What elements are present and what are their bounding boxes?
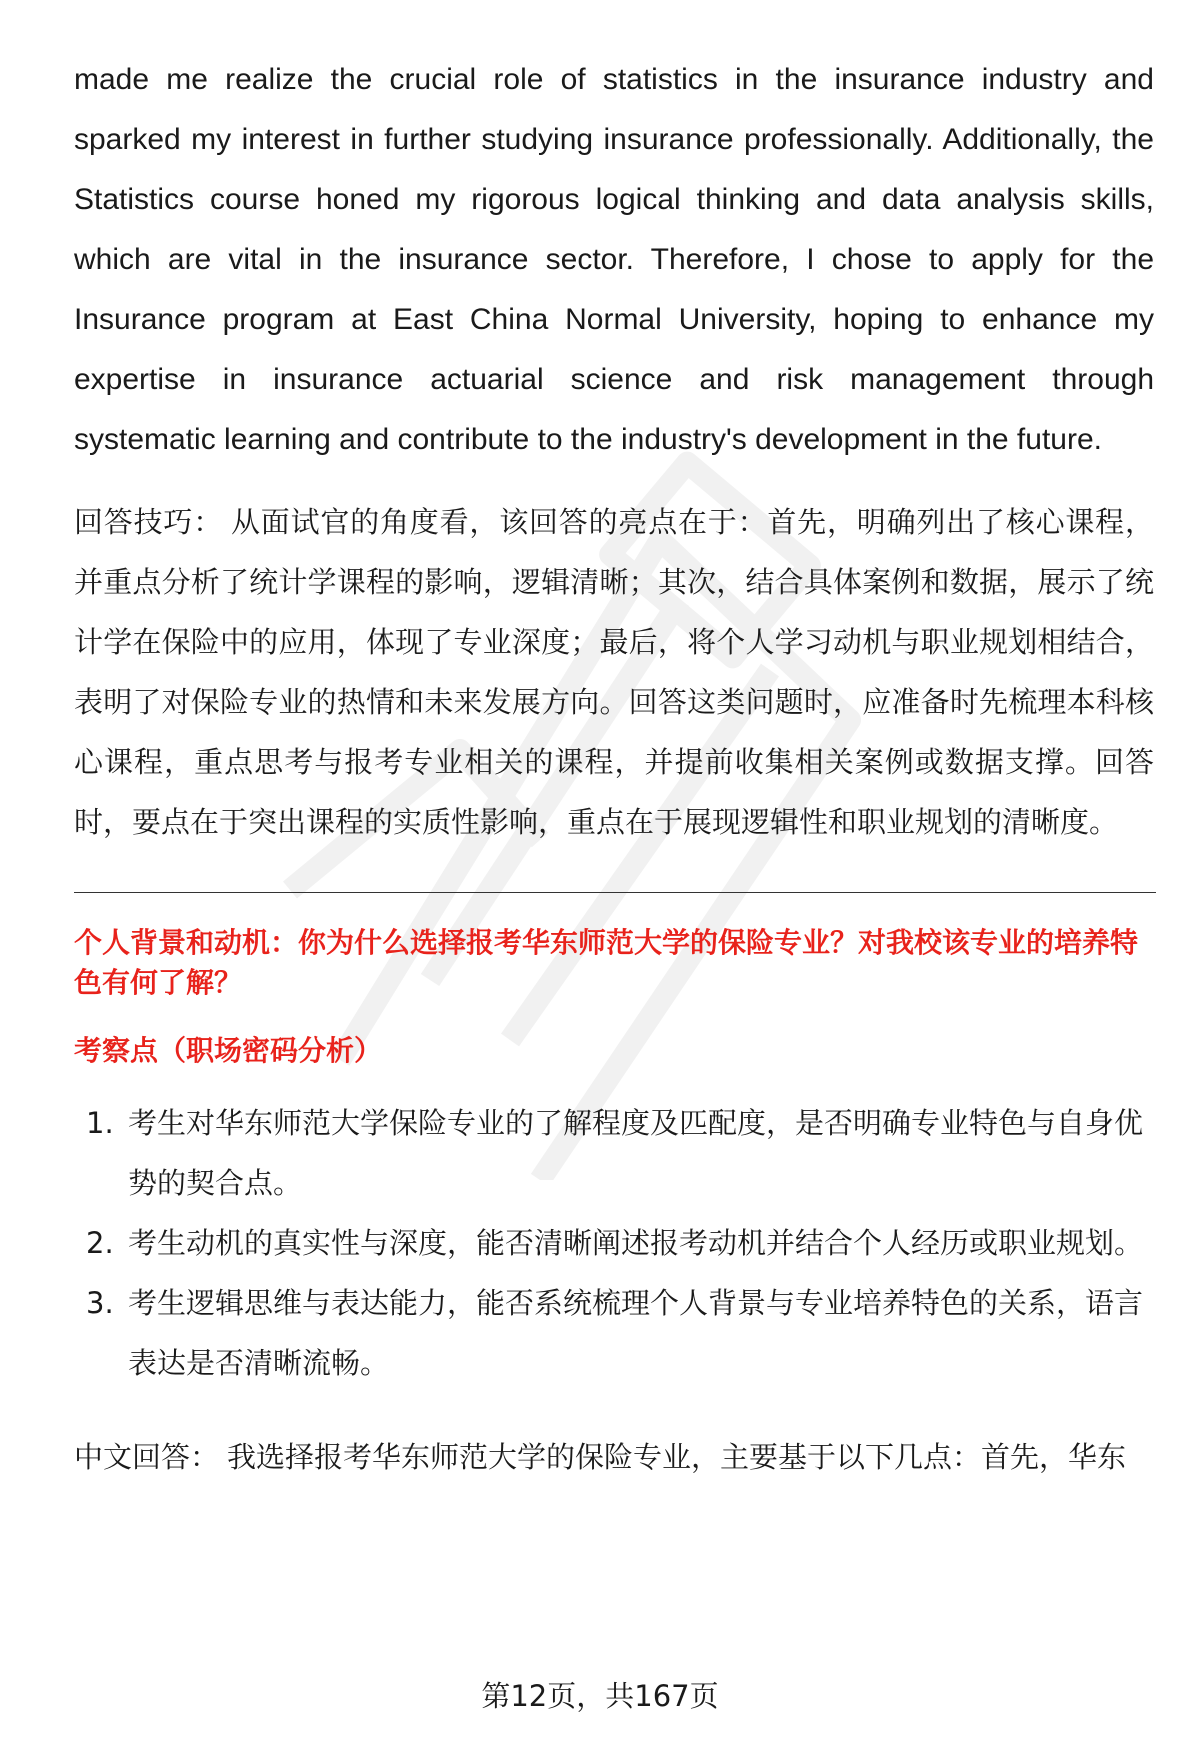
assessment-points-list — [74, 1093, 1154, 1393]
answer-tips-paragraph — [74, 492, 1154, 852]
chinese-answer-paragraph — [74, 1427, 1154, 1487]
chinese-answer-label: 中文回答： — [74, 1440, 220, 1474]
list-item-text: 考生逻辑思维与表达能力，能否系统梳理个人背景与专业培养特色的关系，语言表达是否清晰流畅。 — [128, 1286, 1144, 1380]
list-item — [74, 1273, 1154, 1393]
list-item-text: 考生对华东师范大学保险专业的了解程度及匹配度，是否明确专业特色与自身优势的契合点。 — [128, 1106, 1144, 1200]
answer-tips-label: 回答技巧： — [74, 505, 223, 539]
assessment-points-heading: 考察点（职场密码分析） — [74, 1034, 383, 1067]
page-number-footer: 第12页，共167页 — [481, 1679, 719, 1713]
section-divider — [74, 892, 1156, 893]
list-item — [74, 1213, 1154, 1273]
list-item-number: 2. — [86, 1226, 114, 1260]
list-item-text: 考生动机的真实性与深度，能否清晰阐述报考动机并结合个人经历或职业规划。 — [128, 1226, 1144, 1260]
english-answer-paragraph: made me realize the crucial role of statistics in the insurance industry and sparked my interest in further studying insurance professionally. Additionally, the Statistics course honed my rigorous logical thinking and data analysis skills, which are vital in the insurance sector. Therefore, I chose to apply for the Insurance program at East China Normal University, hoping to enhance my expertise in insurance actuarial science and risk management through systematic learning and contribute to the industry's development in the future. — [74, 63, 1154, 456]
list-item-number: 3. — [86, 1286, 114, 1320]
list-item — [74, 1093, 1154, 1213]
document-page — [74, 50, 1154, 1487]
list-item-number: 1. — [86, 1106, 114, 1140]
chinese-answer-text: 我选择报考华东师范大学的保险专业，主要基于以下几点：首先，华东 — [227, 1440, 1127, 1474]
question-heading: 个人背景和动机：你为什么选择报考华东师范大学的保险专业？对我校该专业的培养特色有何了解？ — [74, 926, 1139, 999]
answer-tips-text: 从面试官的角度看，该回答的亮点在于：首先，明确列出了核心课程，并重点分析了统计学课程的影响，逻辑清晰；其次，结合具体案例和数据，展示了统计学在保险中的应用，体现了专业深度；最后，将个人学习动机与职业规划相结合，表明了对保险专业的热情和未来发展方向。回答这类问题时，应准备时先梳理本科核心课程，重点思考与报考专业相关的课程，并提前收集相关案例或数据支撑。回答时，要点在于突出课程的实质性影响，重点在于展现逻辑性和职业规划的清晰度。 — [74, 505, 1154, 839]
